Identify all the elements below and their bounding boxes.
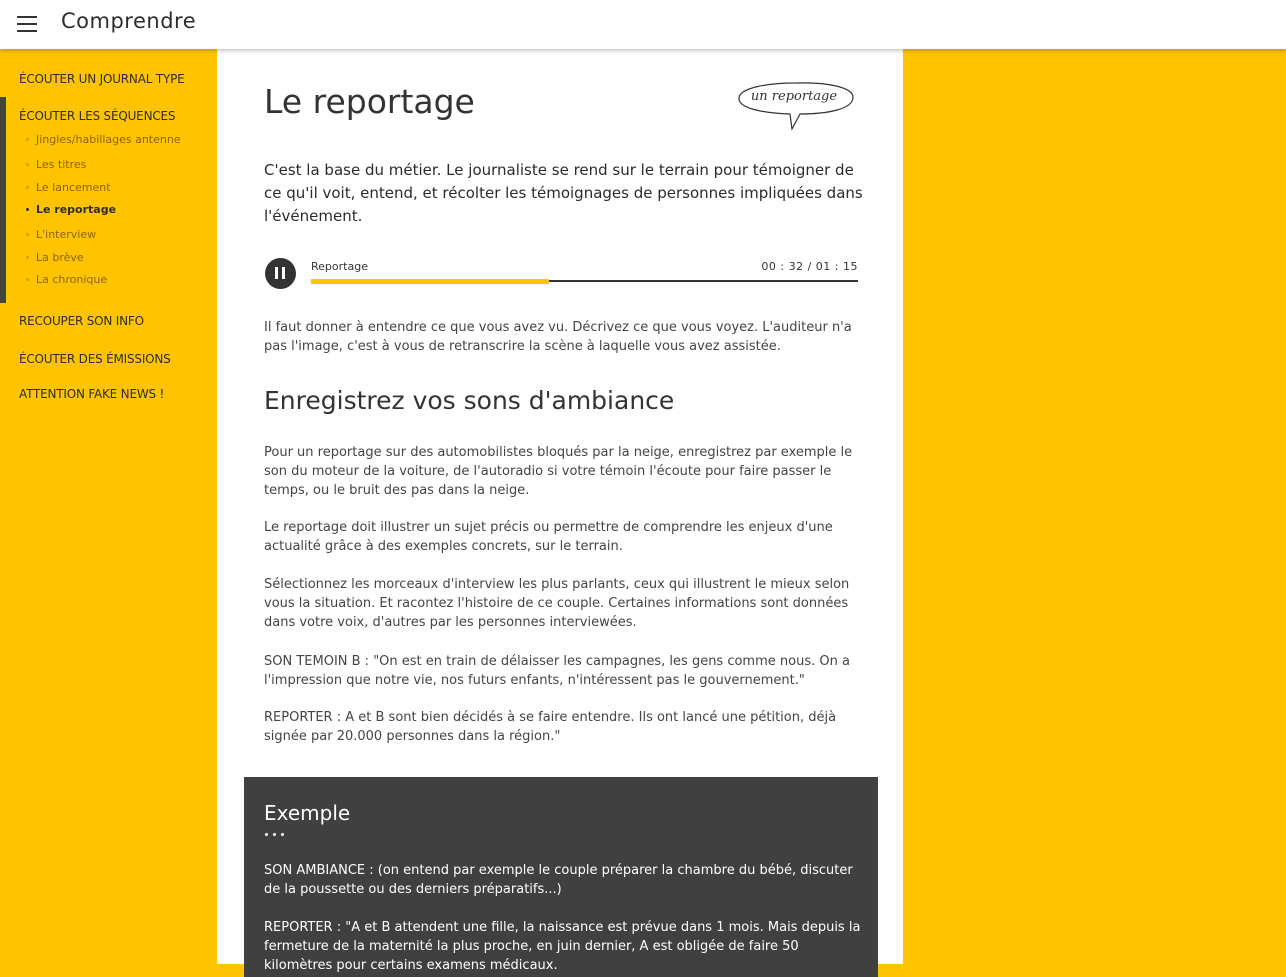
section-heading: Enregistrez vos sons d'ambiance [264,386,675,415]
pause-button[interactable] [265,258,296,289]
sidebar-nav [0,49,217,964]
page-title: Le reportage [264,82,475,121]
bullet-icon [26,233,29,236]
top-bar [0,0,1286,49]
example-paragraph: REPORTER : "A et B attendent une fille, la naissance est prévue dans 1 mois. Mais depuis la fermeture de la maternité la plus proche, en juin dernier, A est obligée de faire 50 kilomètres pour certains examens médicaux. [264,920,861,973]
bullet-icon [26,138,29,141]
nav-sub-reportage[interactable]: Le reportage [26,203,116,216]
nav-sub-jingles[interactable]: Jingles/habillages antenne [26,133,181,146]
bullet-icon [26,186,29,189]
progress-bar[interactable] [311,280,858,282]
nav-sub-titres[interactable]: Les titres [26,158,86,171]
paragraph: Pour un reportage sur des automobilistes bloqués par la neige, enregistrez par exemple le son du moteur de la voiture, de l'autoradio si votre témoin l'écoute pour faire passer le temps, ou le bruit des pas dans la neige. [264,445,853,498]
example-paragraph: SON AMBIANCE : (on entend par exemple le couple préparer la chambre du bébé, discuter de la poussette ou des derniers préparatifs...) [264,863,853,897]
nav-sub-interview[interactable]: L'interview [26,228,96,241]
nav-sub-lancement[interactable]: Le lancement [26,181,111,194]
nav-sub-breve[interactable]: La brève [26,251,84,264]
paragraph: Sélectionnez les morceaux d'interview les plus parlants, ceux qui illustrent le mieux selon vous la situation. Et racontez l'histoire de ce couple. Certaines informations sont données dans votre voix, d'autres par les personnes interviewées. [264,577,850,630]
speech-bubble-logo [736,81,856,133]
active-section-marker [0,97,6,303]
audio-player [264,256,860,292]
progress-fill [311,279,549,284]
nav-ecouter-journal-type[interactable]: ÉCOUTER UN JOURNAL TYPE [19,72,185,86]
nav-ecouter-emissions[interactable]: ÉCOUTER DES ÉMISSIONS [19,352,171,366]
nav-recouper-info[interactable]: RECOUPER SON INFO [19,314,144,328]
track-label: Reportage [311,260,368,273]
track-time: 00 : 32 / 01 : 15 [761,260,858,273]
dots-divider-icon [265,833,289,852]
example-box [244,777,878,977]
example-title: Exemple [264,801,351,825]
bullet-icon [26,208,29,211]
bubble-text: un reportage [750,89,838,104]
pause-icon [275,267,278,279]
main-content [217,49,903,973]
nav-sub-chronique[interactable]: La chronique [26,273,107,286]
paragraph: SON TEMOIN B : "On est en train de délaisser les campagnes, les gens comme nous. On a l'impression que notre vie, nos futurs enfants, n'intéressent pas le gouvernement." [264,654,850,688]
nav-fake-news[interactable]: ATTENTION FAKE NEWS ! [19,387,165,401]
paragraph-ambient-intro: Il faut donner à entendre ce que vous avez vu. Décrivez ce que vous voyez. L'auditeur n'a pas l'image, c'est à vous de retranscrire la scène à laquelle vous avez assistée. [264,320,852,354]
nav-ecouter-sequences[interactable]: ÉCOUTER LES SÉQUENCES [19,109,176,123]
intro-text: C'est la base du métier. Le journaliste se rend sur le terrain pour témoigner de ce qu'il voit, entend, et récolter les témoignages de personnes impliquées dans l'événement. [264,161,863,225]
app-title: Comprendre [61,9,197,33]
menu-icon[interactable] [16,15,40,33]
bullet-icon [26,256,29,259]
paragraph: REPORTER : A et B sont bien décidés à se faire entendre. Ils ont lancé une pétition, déjà signée par 20.000 personnes dans la région." [264,710,837,744]
bullet-icon [26,278,29,281]
paragraph: Le reportage doit illustrer un sujet précis ou permettre de comprendre les enjeux d'une actualité grâce à des exemples concrets, sur le terrain. [264,520,833,554]
bullet-icon [26,163,29,166]
